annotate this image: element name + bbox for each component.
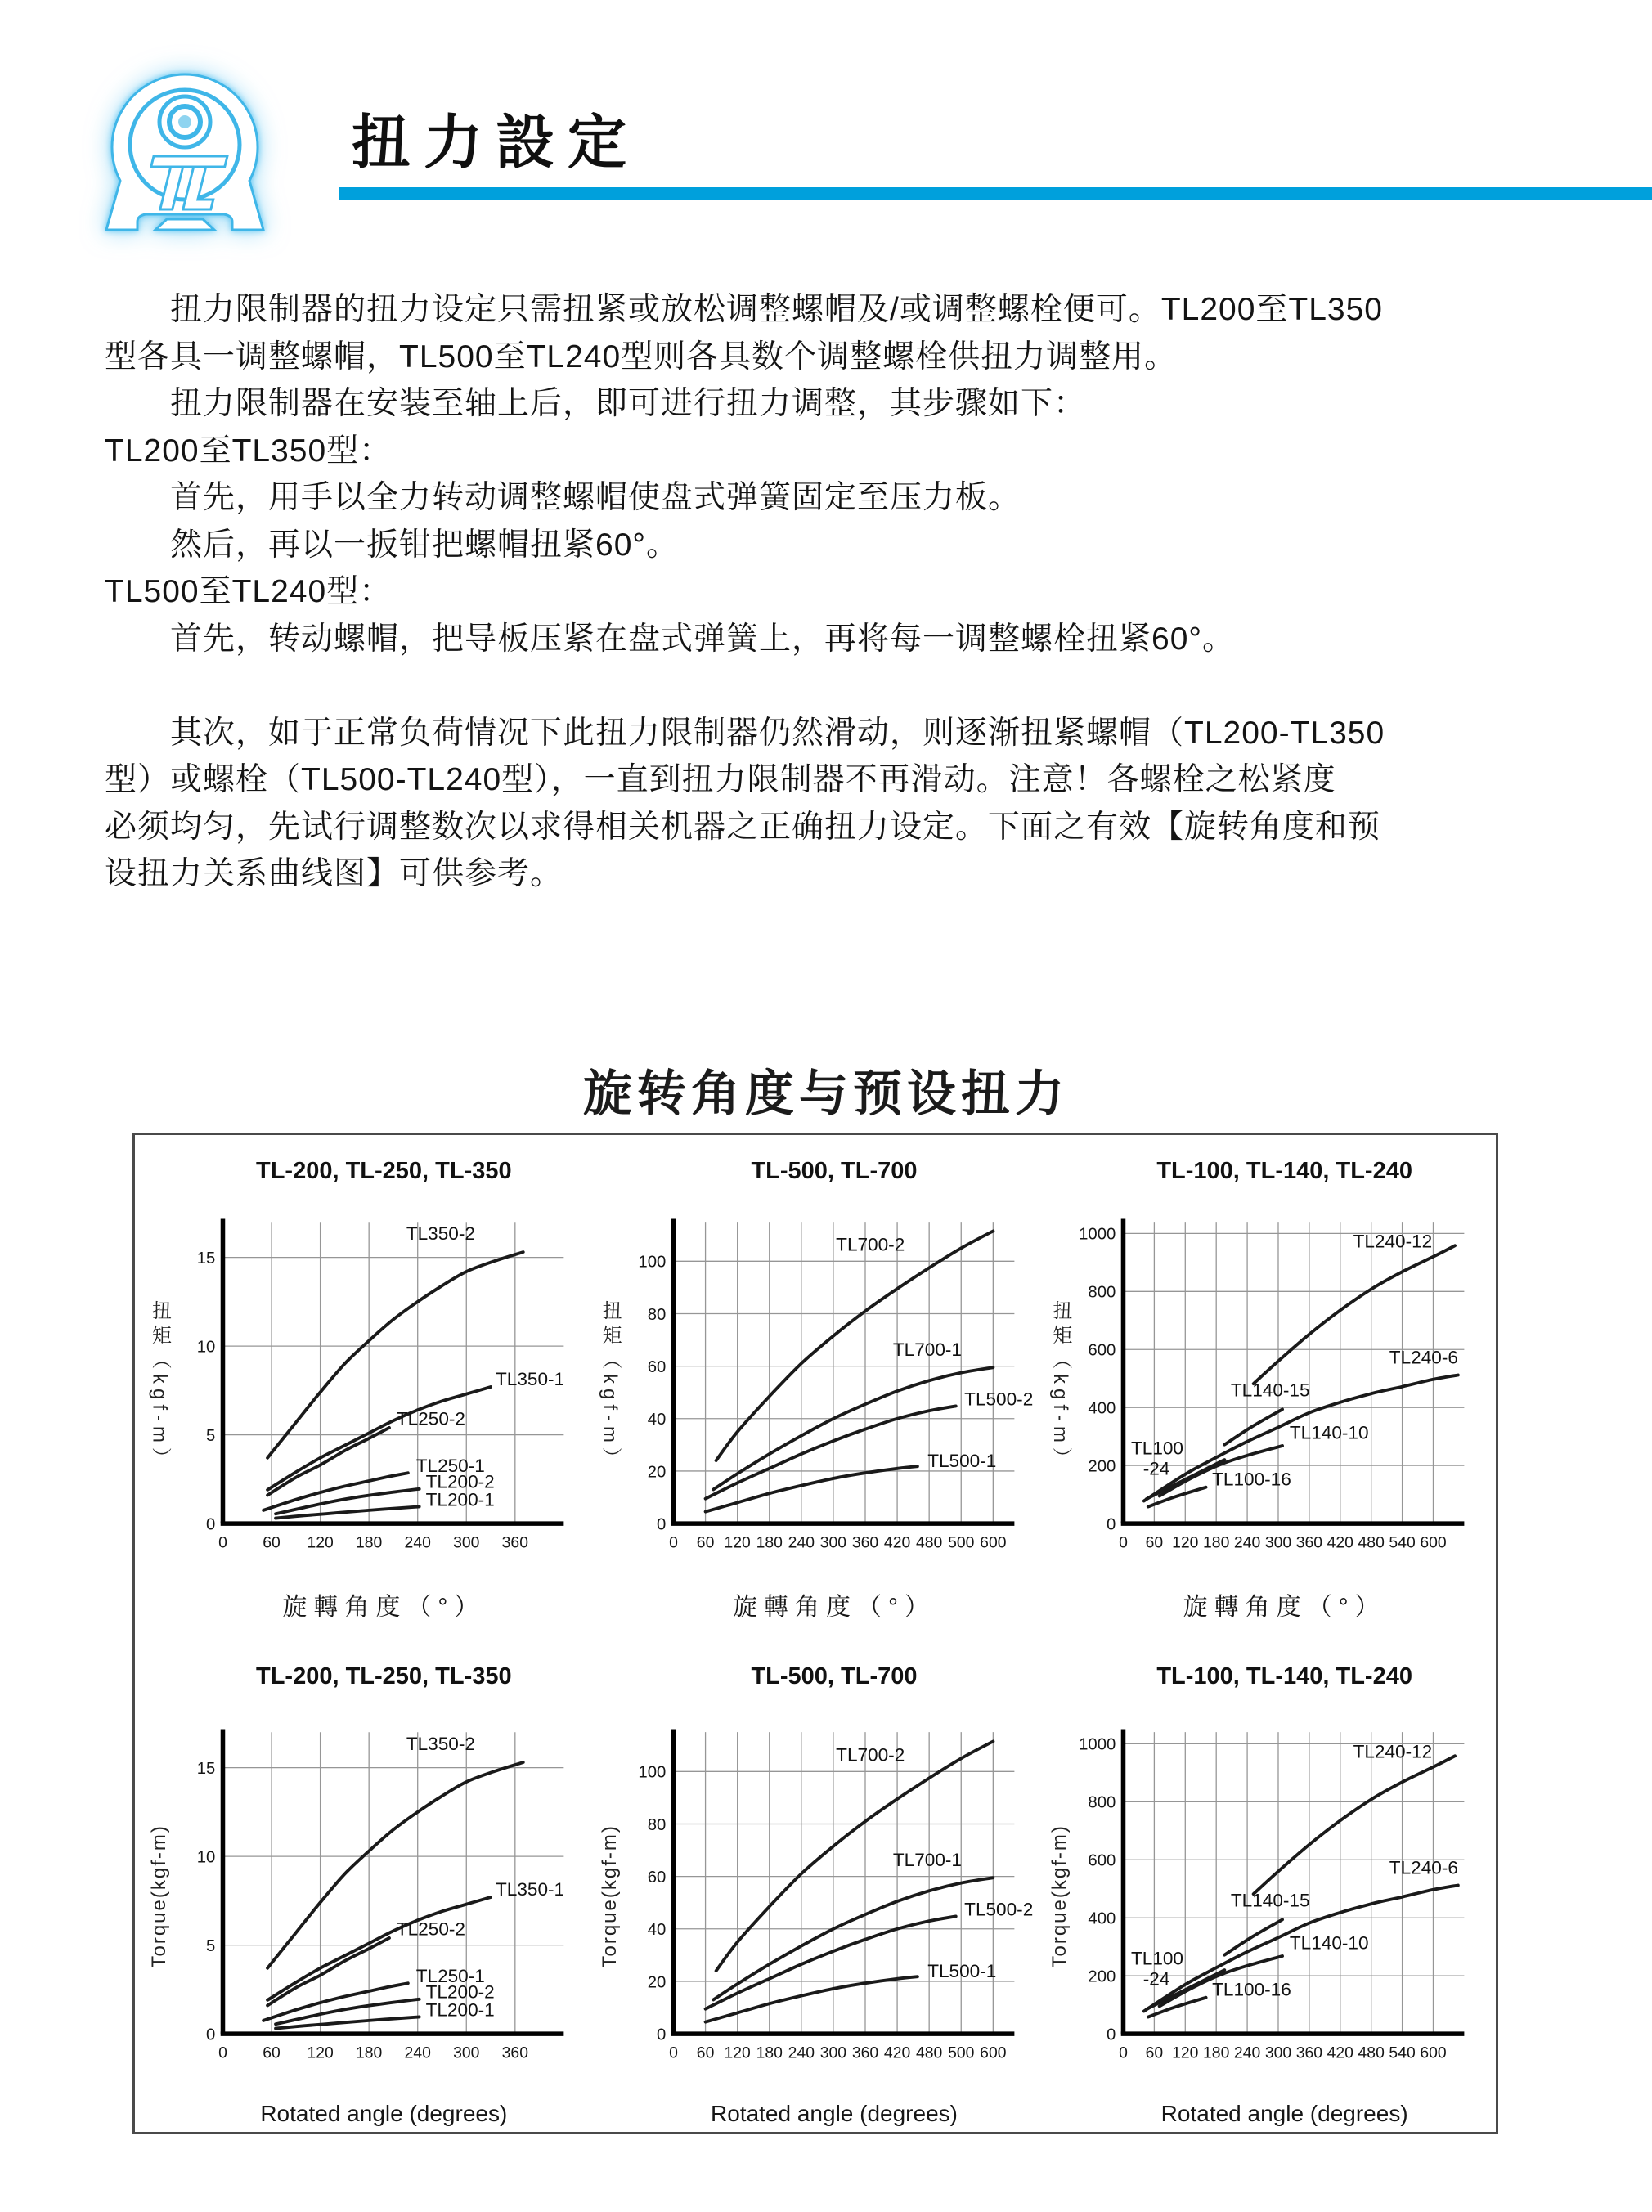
chart-title: TL-200, TL-250, TL-350 [256,1158,512,1184]
y-tick-label: 40 [647,1411,666,1429]
x-tick-label: 600 [979,1533,1007,1552]
tl-logo-graphic [87,52,283,234]
y-tick-label: 0 [1107,1515,1116,1534]
chart-body [1040,1694,1491,2100]
chart-plot [630,1188,1041,1585]
body-text-line: TL200至TL350型： [105,433,393,469]
x-tick-label: 60 [696,2044,715,2062]
body-text-line: 扭力限制器的扭力设定只需扭紧或放松调整螺帽及/或调整螺栓便可。TL200至TL350 [105,292,1384,327]
chart-title: TL-100, TL-140, TL-240 [1156,1158,1412,1184]
y-tick-label: 10 [196,1847,216,1866]
body-text-line: 型各具一调整螺帽，TL500至TL240型则各具数个调整螺栓供扭力调整用。 [105,339,1178,375]
y-tick-label: 10 [196,1338,216,1357]
x-tick-label: 60 [263,2044,281,2062]
curve-label-TL250-1: TL250-1 [415,1965,485,1986]
y-tick-label: 400 [1088,1399,1116,1418]
x-tick-label: 240 [1234,1533,1261,1552]
x-tick-label: 360 [851,2044,878,2062]
curve-label-TL500-1: TL500-1 [927,1451,996,1472]
x-tick-label: 540 [1389,2044,1416,2062]
curve-TL250-2 [267,1428,389,1496]
chart-plot [630,1694,1041,2100]
x-tick-label: 300 [819,1533,846,1552]
body-text-line: 其次，如于正常负荷情况下此扭力限制器仍然滑动，则逐渐扭紧螺帽（TL200-TL350 [105,715,1385,751]
curve-label-TL350-2: TL350-2 [406,1733,475,1754]
y-axis-label: 扭矩（kgf-m） [599,1300,622,1473]
curve-label-line: TL100 [1131,1948,1184,1969]
x-tick-label: 120 [1172,2044,1199,2062]
curve-label-TL140-15: TL140-15 [1231,1380,1310,1401]
y-tick-label: 60 [647,1868,666,1887]
curve-label-TL700-2: TL700-2 [835,1234,905,1255]
x-axis-label: Rotated angle (degrees) [1160,2101,1408,2126]
x-tick-label: 540 [1389,1533,1416,1552]
x-tick-label: 240 [404,2044,431,2062]
x-tick-label: 480 [915,1533,942,1552]
curve-label-TL140-10: TL140-10 [1290,1422,1369,1443]
curve-label-TL240-6: TL240-6 [1389,1856,1459,1878]
y-tick-label: 100 [638,1763,666,1782]
x-tick-label: 120 [724,1533,751,1552]
y-tick-label: 40 [647,1920,666,1939]
curve-label-TL200-1: TL200-1 [425,1999,495,2020]
x-tick-label: 500 [947,2044,975,2062]
y-axis-label: 扭矩（kgf-m） [1048,1300,1071,1473]
y-tick-label: 1000 [1079,1735,1116,1754]
y-tick-label: 0 [656,2025,666,2044]
x-tick-label: 420 [1327,2044,1354,2062]
logo-ring-core [178,115,191,128]
x-axis-label: 旋轉角度（°） [732,1593,936,1621]
curve-label-TL140-10: TL140-10 [1290,1932,1369,1954]
y-axis-label: 扭矩（kgf-m） [148,1300,171,1473]
curve-TL100-16 [1148,1997,1206,2017]
y-axis-label: Torque(kgf-m) [1048,1824,1071,1968]
chart-title: TL-100, TL-140, TL-240 [1156,1662,1412,1689]
x-axis-label: 旋轉角度（°） [282,1593,486,1621]
curve-label-TL200-2: TL200-2 [425,1471,495,1492]
curve-label-TL100-24 [1131,1438,1183,1479]
curve-TL250-2 [267,1937,389,2005]
chart-en-tl100-140-240 [1040,1650,1491,2128]
curve-label-TL100-16: TL100-16 [1212,1978,1292,1999]
curve-label-line: -24 [1143,1458,1170,1479]
y-tick-label: 600 [1088,1341,1116,1360]
curve-label-TL700-2: TL700-2 [835,1743,905,1765]
curve-label-line: -24 [1143,1968,1170,1990]
y-tick-label: 20 [647,1972,666,1991]
x-tick-label: 60 [1145,1533,1164,1552]
x-tick-label: 360 [501,1533,528,1552]
logo-t-bar [151,156,227,167]
body-text-line: TL500至TL240型： [105,574,393,609]
body-text-line: 然后，再以一扳钳把螺帽扭紧60°。 [105,527,679,563]
x-tick-label: 420 [883,1533,910,1552]
chart-en-tl200-250-350 [140,1650,590,2128]
curve-label-line: TL100 [1131,1438,1184,1459]
body-text-line: 扭力限制器在安装至轴上后，即可进行扭力调整，其步骤如下： [105,386,1087,421]
x-tick-label: 0 [668,1533,678,1552]
x-tick-label: 480 [915,2044,942,2062]
curve-TL200-2 [276,1999,420,2023]
x-tick-label: 600 [1420,2044,1447,2062]
y-tick-label: 80 [647,1305,666,1324]
x-tick-label: 360 [851,1533,878,1552]
y-tick-label: 60 [647,1358,666,1377]
x-tick-label: 500 [947,1533,975,1552]
y-tick-label: 200 [1088,1967,1116,1986]
y-axis-label: Torque(kgf-m) [148,1824,170,1968]
y-tick-label: 0 [205,1515,216,1534]
x-tick-label: 360 [1296,1533,1323,1552]
y-tick-label: 1000 [1079,1225,1116,1244]
y-tick-label: 400 [1088,1909,1116,1928]
x-tick-label: 480 [1358,1533,1385,1552]
body-text-line: 设扭力关系曲线图】可供参考。 [105,856,563,891]
x-tick-label: 420 [883,2044,910,2062]
x-axis-label: Rotated angle (degrees) [711,2101,958,2126]
x-tick-label: 420 [1327,1533,1354,1552]
chart-title: TL-500, TL-700 [751,1662,918,1689]
x-tick-label: 120 [724,2044,751,2062]
curve-label-TL350-2: TL350-2 [406,1223,475,1244]
y-axis-label: Torque(kgf-m) [598,1824,621,1968]
company-logo [87,52,283,234]
x-tick-label: 300 [819,2044,846,2062]
body-text [105,286,1585,898]
x-tick-label: 300 [1265,1533,1292,1552]
curve-label-TL200-2: TL200-2 [425,1981,495,2003]
x-tick-label: 0 [1119,1533,1129,1552]
curve-label-TL500-2: TL500-2 [963,1899,1033,1920]
chart-body [1040,1188,1491,1585]
x-tick-label: 0 [218,1533,227,1552]
x-tick-label: 180 [356,2044,383,2062]
x-tick-label: 300 [1265,2044,1292,2062]
x-tick-label: 120 [1172,1533,1199,1552]
x-tick-label: 300 [453,1533,480,1552]
chart-en-tl500-700 [590,1650,1041,2128]
y-tick-label: 5 [205,1936,216,1955]
curve-label-TL250-2: TL250-2 [396,1408,466,1429]
curve-label-TL500-1: TL500-1 [927,1960,996,1981]
x-tick-label: 240 [788,2044,815,2062]
x-tick-label: 240 [1234,2044,1261,2062]
body-text-line: 必须均匀，先试行调整数次以求得相关机器之正确扭力设定。下面之有效【旋转角度和预 [105,809,1381,845]
x-tick-label: 120 [307,1533,334,1552]
chart-title: TL-200, TL-250, TL-350 [256,1662,512,1689]
body-text-line: 型）或螺栓（TL500-TL240型），一直到扭力限制器不再滑动。注意！各螺栓之松紧度 [105,762,1336,797]
x-tick-label: 120 [307,2044,334,2062]
y-tick-label: 0 [656,1515,666,1534]
curve-TL350-2 [267,1252,523,1458]
curve-label-TL200-1: TL200-1 [425,1489,495,1510]
x-tick-label: 0 [218,2044,227,2062]
y-tick-label: 80 [647,1815,666,1834]
curve-label-TL240-12: TL240-12 [1353,1740,1433,1761]
section-title: 旋转角度与预设扭力 [583,1066,1069,1121]
x-tick-label: 180 [756,2044,783,2062]
body-text-line: 首先，用手以全力转动调整螺帽使盘式弹簧固定至压力板。 [105,480,1021,515]
curve-label-TL240-12: TL240-12 [1353,1231,1433,1252]
page-title: 扭力設定 [352,110,640,176]
x-tick-label: 60 [263,1533,281,1552]
curve-label-TL350-1: TL350-1 [495,1368,565,1389]
x-tick-label: 60 [696,1533,715,1552]
x-tick-label: 300 [453,2044,480,2062]
x-axis-label: 旋轉角度（°） [1183,1593,1386,1621]
curve-label-TL240-6: TL240-6 [1389,1347,1459,1368]
x-tick-label: 240 [404,1533,431,1552]
y-tick-label: 600 [1088,1851,1116,1870]
chart-zh-tl100-140-240 [1040,1145,1491,1622]
curve-label-TL350-1: TL350-1 [495,1878,565,1900]
y-tick-label: 100 [638,1253,666,1272]
chart-zh-tl200-250-350 [140,1145,590,1622]
body-text-line [105,662,1585,710]
curve-label-TL500-2: TL500-2 [963,1389,1033,1410]
x-tick-label: 180 [756,1533,783,1552]
curve-label-TL100-16: TL100-16 [1212,1469,1292,1490]
chart-title: TL-500, TL-700 [751,1158,918,1184]
logo-base [155,219,214,230]
body-text-line: 首先，转动螺帽，把导板压紧在盘式弹簧上，再将每一调整螺栓扭紧60°。 [105,621,1235,657]
curve-label-TL140-15: TL140-15 [1231,1890,1310,1911]
chart-zh-tl500-700 [590,1145,1041,1622]
curve-TL350-2 [267,1762,523,1968]
x-tick-label: 0 [1119,2044,1129,2062]
x-tick-label: 480 [1358,2044,1385,2062]
charts-panel [132,1133,1498,2134]
chart-plot [1080,1694,1491,2100]
x-tick-label: 180 [1203,1533,1230,1552]
curve-label-TL700-1: TL700-1 [892,1849,962,1870]
chart-body [590,1694,1041,2100]
y-tick-label: 800 [1088,1793,1116,1812]
curve-label-TL250-2: TL250-2 [396,1918,466,1940]
x-tick-label: 600 [979,2044,1007,2062]
y-tick-label: 0 [205,2025,216,2044]
y-tick-label: 5 [205,1426,216,1445]
chart-plot [1080,1188,1491,1585]
x-tick-label: 600 [1420,1533,1447,1552]
curve-label-TL700-1: TL700-1 [892,1339,962,1360]
x-tick-label: 360 [1296,2044,1323,2062]
x-tick-label: 60 [1145,2044,1164,2062]
title-underline [339,187,1652,200]
x-tick-label: 240 [788,1533,815,1552]
y-tick-label: 15 [196,1759,216,1778]
y-tick-label: 0 [1107,2025,1116,2044]
y-tick-label: 15 [196,1249,216,1268]
curve-label-TL100-24 [1131,1948,1183,1989]
chart-plot [179,1188,590,1585]
x-tick-label: 180 [356,1533,383,1552]
y-tick-label: 20 [647,1463,666,1482]
chart-body [140,1694,590,2100]
x-tick-label: 0 [668,2044,678,2062]
y-tick-label: 200 [1088,1457,1116,1476]
chart-plot [179,1694,590,2100]
curve-label-TL250-1: TL250-1 [415,1456,485,1477]
y-tick-label: 800 [1088,1283,1116,1302]
chart-body [590,1188,1041,1585]
curve-TL200-2 [276,1489,420,1514]
chart-body [140,1188,590,1585]
x-tick-label: 180 [1203,2044,1230,2062]
x-tick-label: 360 [501,2044,528,2062]
curve-TL100-16 [1148,1487,1206,1507]
x-axis-label: Rotated angle (degrees) [260,2101,508,2126]
